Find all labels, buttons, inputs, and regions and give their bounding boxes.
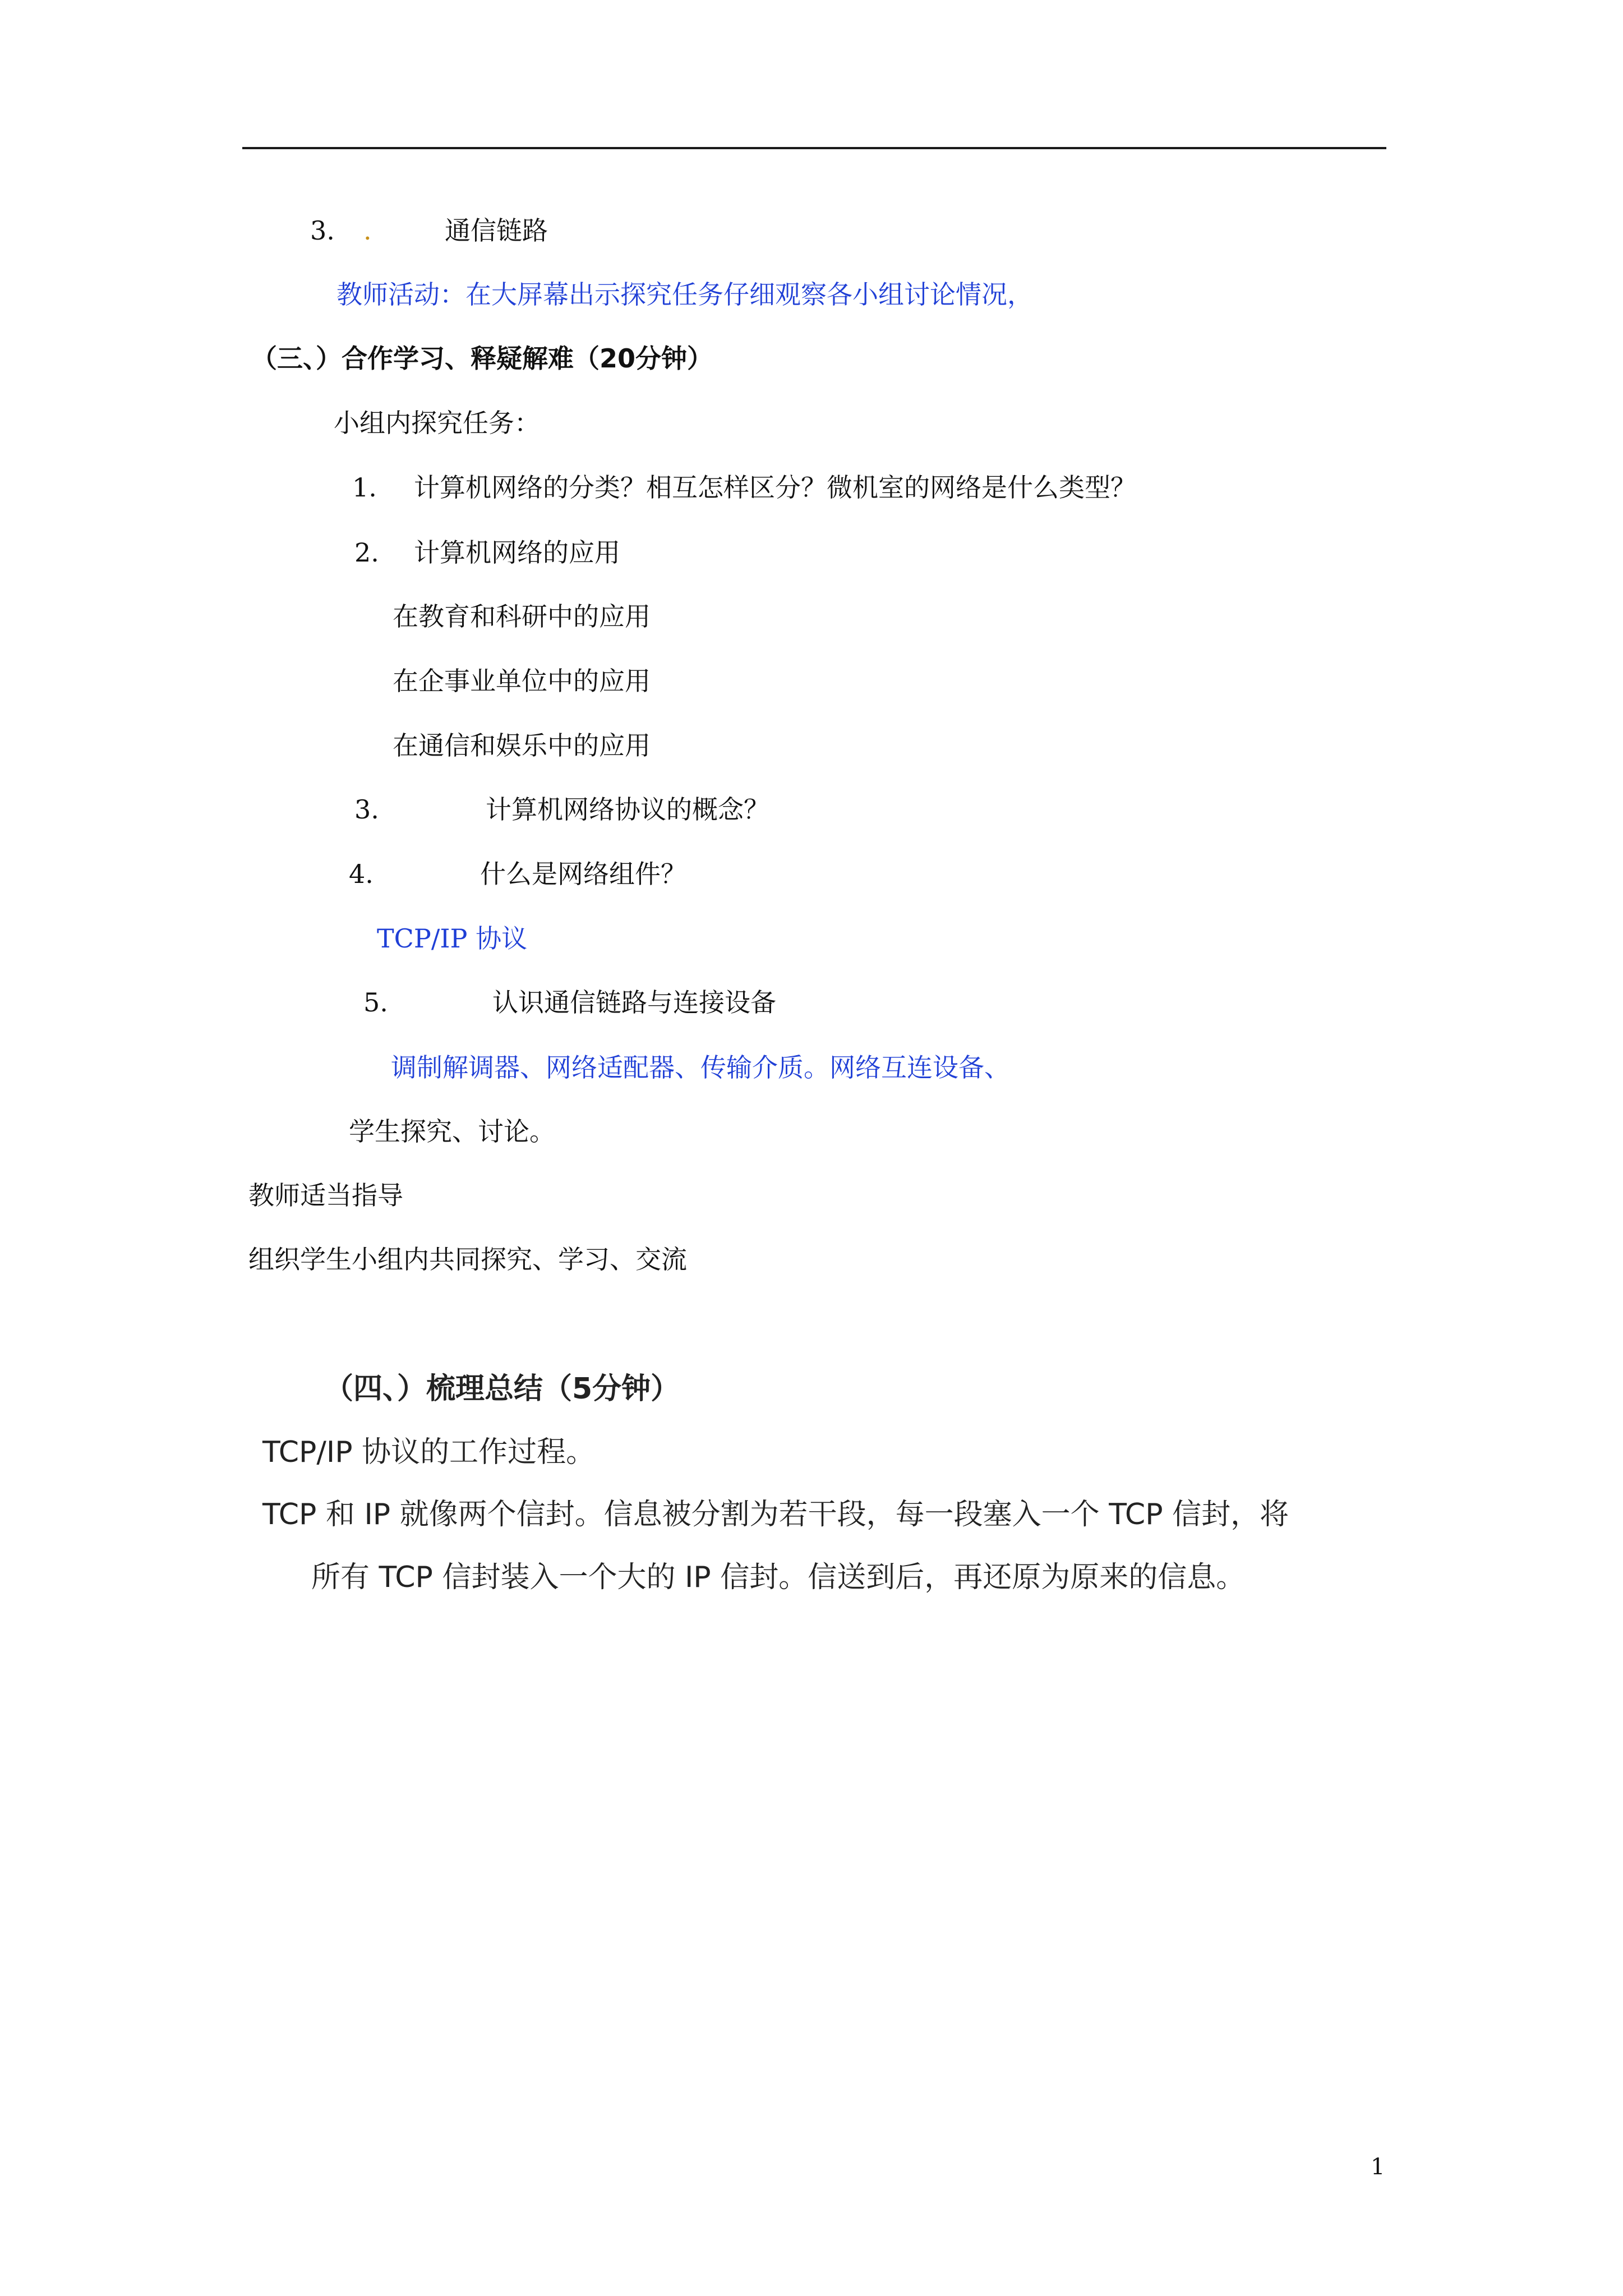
item3-dot: . <box>363 215 372 246</box>
group-task-title: 小组内探究任务： <box>334 408 540 438</box>
devices-list: 调制解调器、网络适配器、传输介质。网络互连设备、 <box>391 1052 1010 1083</box>
task-1-number: 1. <box>352 472 377 503</box>
item3-number: 3. <box>310 215 335 246</box>
tcpip-label: TCP/IP 协议 <box>377 923 528 954</box>
teacher-activity: 教师活动：在大屏幕出示探究任务仔细观察各小组讨论情况， <box>336 279 1033 310</box>
application-item: 在企事业单位中的应用 <box>393 666 651 696</box>
task-5-number: 5. <box>363 987 388 1018</box>
task-3-number: 3. <box>354 794 379 825</box>
teacher-guidance: 教师适当指导 <box>248 1180 403 1211</box>
task-2-number: 2. <box>354 537 379 568</box>
task-2-text: 计算机网络的应用 <box>414 537 620 568</box>
organize-text: 组织学生小组内共同探究、学习、交流 <box>248 1244 687 1274</box>
item3-text: 通信链路 <box>445 215 548 246</box>
section3-heading: （三、）合作学习、释疑解难（20分钟） <box>251 343 713 374</box>
summary-line-2: TCP 和 IP 就像两个信封。信息被分割为若干段，每一段塞入一个 TCP 信封，将 <box>262 1498 1289 1531</box>
section4-heading: （四、）梳理总结（5分钟） <box>324 1372 680 1406</box>
student-inquiry: 学生探究、讨论。 <box>349 1116 555 1147</box>
task-5-text: 认识通信链路与连接设备 <box>492 987 776 1018</box>
application-item: 在通信和娱乐中的应用 <box>393 730 651 761</box>
header-rule <box>242 147 1386 149</box>
task-3-text: 计算机网络协议的概念？ <box>486 794 769 825</box>
task-1-text: 计算机网络的分类？相互怎样区分？微机室的网络是什么类型？ <box>414 472 1136 503</box>
summary-line-1: TCP/IP 协议的工作过程。 <box>262 1435 596 1469</box>
task-4-number: 4. <box>349 859 374 889</box>
page-number: 1 <box>1371 2154 1385 2180</box>
application-item: 在教育和科研中的应用 <box>393 601 651 632</box>
summary-line-3: 所有 TCP 信封装入一个大的 IP 信封。信送到后，再还原为原来的信息。 <box>311 1561 1246 1594</box>
task-4-text: 什么是网络组件？ <box>480 859 686 889</box>
